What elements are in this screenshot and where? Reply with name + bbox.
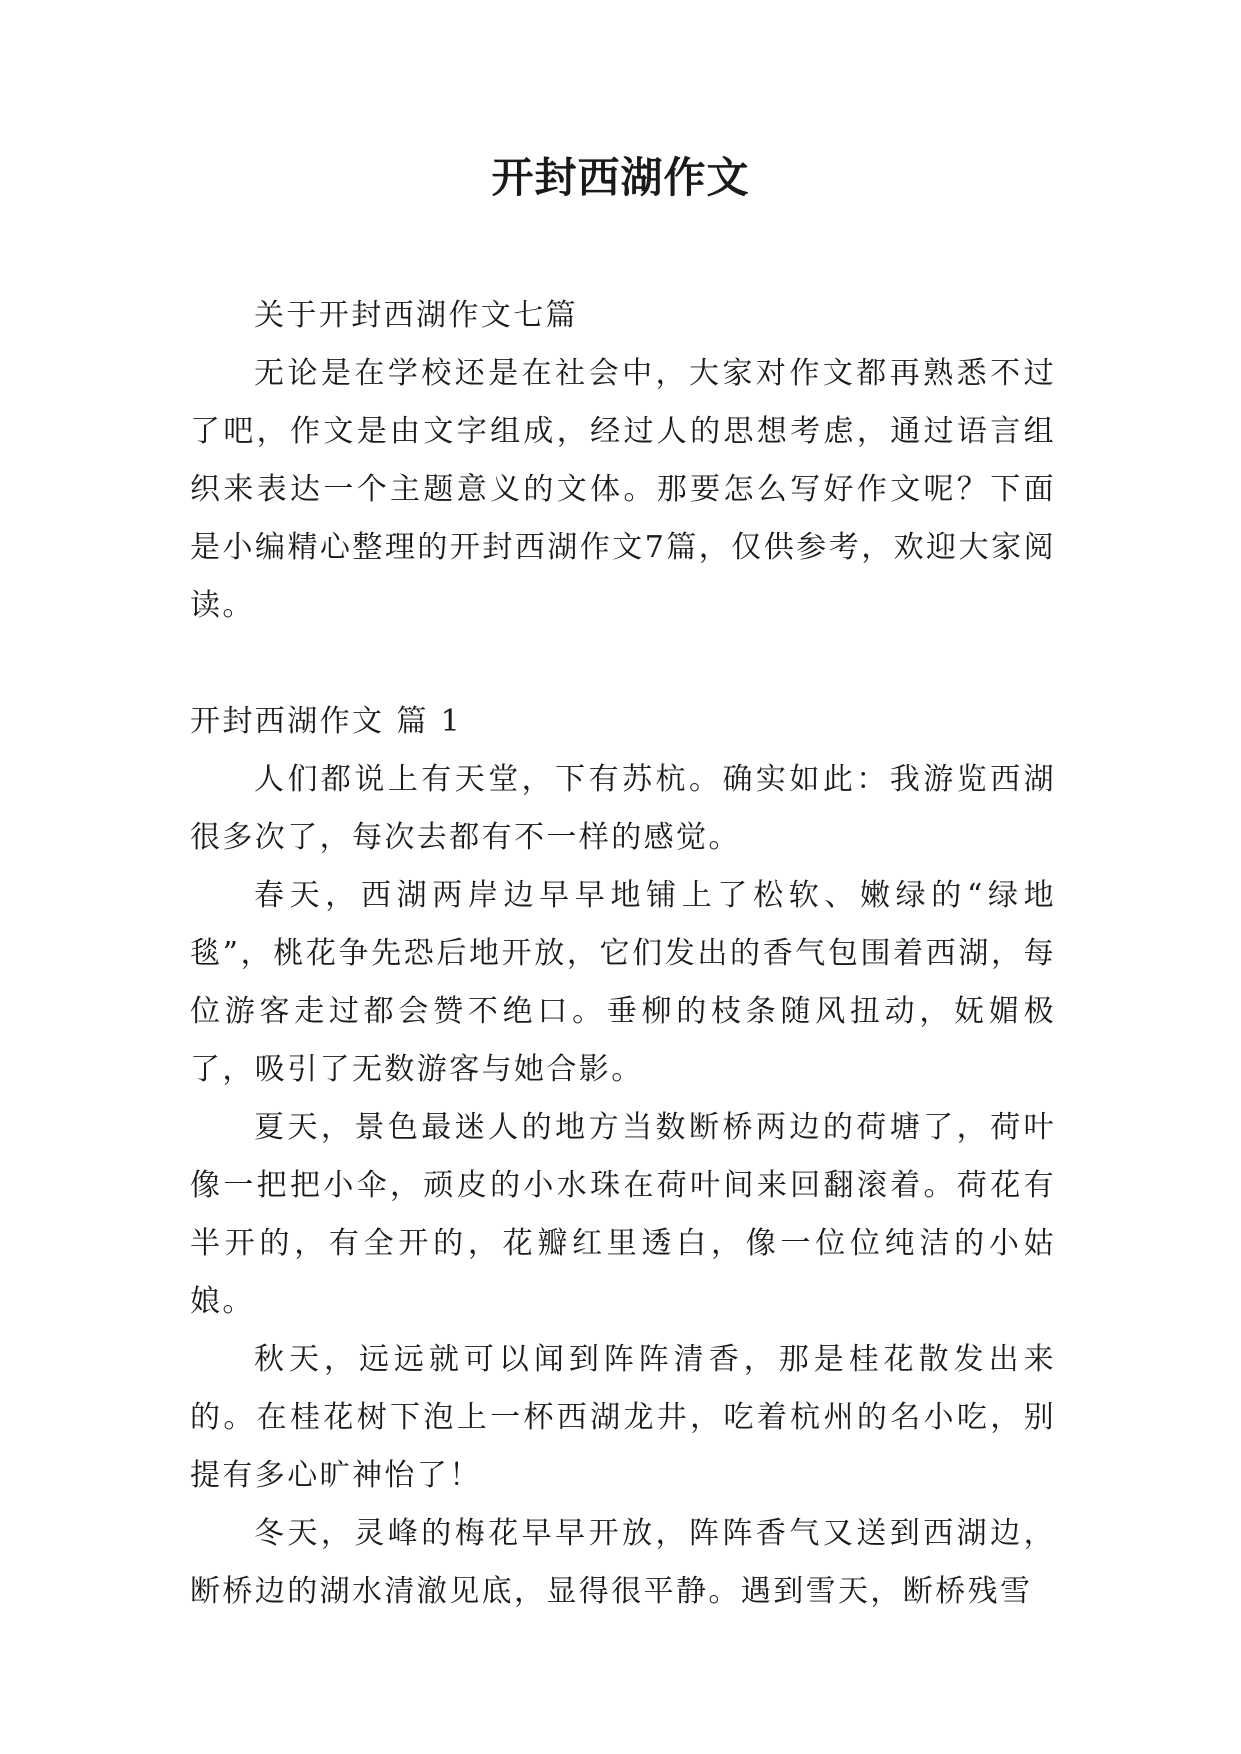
essay-paragraph: 秋天，远远就可以闻到阵阵清香，那是桂花散发出来的。在桂花树下泡上一杯西湖龙井，吃着杭州的名小吃，别提有多心旷神怡了！	[190, 1342, 1056, 1493]
page-title: 开封西湖作文	[491, 153, 750, 202]
essay-paragraph: 春天，西湖两岸边早早地铺上了松软、嫩绿的“绿地毯”，桃花争先恐后地开放，它们发出的香气包围着西湖，每位游客走过都会赞不绝口。垂柳的枝条随风扭动，妩媚极了，吸引了无数游客与她合影。	[190, 878, 1056, 1087]
section-heading: 开封西湖作文 篇 1	[190, 704, 463, 739]
document-body	[190, 287, 1056, 1621]
essay-paragraph: 人们都说上有天堂，下有苏杭。确实如此：我游览西湖很多次了，每次去都有不一样的感觉。	[190, 762, 1056, 855]
essay-paragraph: 冬天，灵峰的梅花早早开放，阵阵香气又送到西湖边，断桥边的湖水清澈见底，显得很平静。遇到雪天，断桥残雪	[190, 1516, 1056, 1609]
intro-paragraph: 无论是在学校还是在社会中，大家对作文都再熟悉不过了吧，作文是由文字组成，经过人的思想考虑，通过语言组织来表达一个主题意义的文体。那要怎么写好作文呢？下面是小编精心整理的开封西湖作文7篇，仅供参考，欢迎大家阅读。	[190, 356, 1056, 623]
document-subtitle: 关于开封西湖作文七篇	[254, 298, 578, 333]
essay-paragraph: 夏天，景色最迷人的地方当数断桥两边的荷塘了，荷叶像一把把小伞，顽皮的小水珠在荷叶间来回翻滚着。荷花有半开的，有全开的，花瓣红里透白，像一位位纯洁的小姑娘。	[190, 1110, 1056, 1319]
